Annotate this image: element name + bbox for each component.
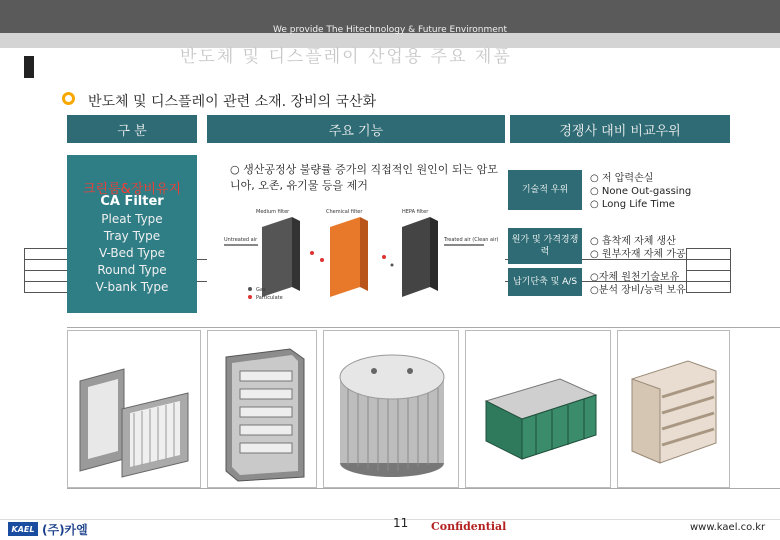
product-image-vbed (465, 330, 611, 488)
advantage-detail: ○ None Out-gassing (590, 186, 692, 197)
advantage-label: 기술적 우위 (508, 170, 582, 210)
chemical-filter-panel (330, 217, 368, 297)
product-image-tray (207, 330, 317, 488)
gallery-top-line (67, 327, 780, 328)
product-image-pleat (67, 330, 201, 488)
website-link[interactable]: www.kael.co.kr (690, 522, 766, 533)
page-title: 반도체 및 디스플레이 산업용 주요 제품 (180, 47, 512, 67)
confidential-label: Confidential (431, 520, 507, 533)
label-untreated: Untreated air (224, 237, 258, 243)
advantage-detail: ○분석 장비/능력 보유 (590, 285, 686, 296)
hepa-filter-panel (402, 217, 438, 297)
bullet-circle-icon (62, 92, 75, 105)
company-logo: KAEL (8, 522, 38, 536)
category-type: Tray Type (103, 229, 161, 243)
company-name: (주)카엘 (42, 523, 88, 537)
column-header-advantage: 경쟁사 대비 비교우위 (510, 115, 730, 143)
product-image-round (323, 330, 459, 488)
advantage-label: 원가 및 가격경쟁력 (508, 228, 582, 264)
category-type: V-Bed Type (98, 246, 166, 260)
function-description: ○ 생산공정상 불량률 증가의 직접적인 원인이 되는 암모니아, 오존, 유기물 등을 제거 (230, 163, 498, 192)
column-header-function: 주요 기능 (207, 115, 505, 143)
product-image-vbank (617, 330, 730, 488)
advantage-detail: ○자체 원천기술보유 (590, 272, 680, 283)
label-medium: Medium filter (256, 209, 290, 215)
label-chemical: Chemical filter (326, 209, 363, 215)
advantage-label: 납기단축 및 A/S (508, 268, 582, 296)
title-marker (24, 56, 34, 78)
label-hepa: HEPA filter (402, 209, 429, 215)
advantage-detail: ○ Long Life Time (590, 199, 675, 210)
label-particulate: Particulate (256, 295, 283, 301)
filter-diagram (222, 205, 506, 305)
page-number: 11 (393, 516, 409, 530)
label-gas: Gas (256, 287, 266, 293)
category-name-en: CA Filter (100, 194, 164, 209)
tagline: We provide The Hitechnology & Future Environment (273, 25, 507, 35)
column-header-category: 구 분 (67, 115, 197, 143)
advantage-detail: ○ 흡착제 자체 생산 (590, 236, 676, 247)
category-type: Round Type (97, 263, 167, 277)
advantage-detail: ○ 원부자재 자체 가공 (590, 249, 686, 260)
medium-filter-panel (262, 217, 300, 297)
label-treated: Treated air (Clean air) (444, 237, 499, 243)
category-type: V-bank Type (95, 280, 169, 294)
category-type: Pleat Type (101, 212, 163, 226)
footer-divider (0, 519, 780, 520)
advantage-detail: ○ 저 압력손실 (590, 173, 654, 184)
category-name-ko: 크린룸&장비유지 (82, 182, 182, 197)
section-heading: 반도체 및 디스플레이 관련 소재. 장비의 국산화 (88, 94, 377, 110)
